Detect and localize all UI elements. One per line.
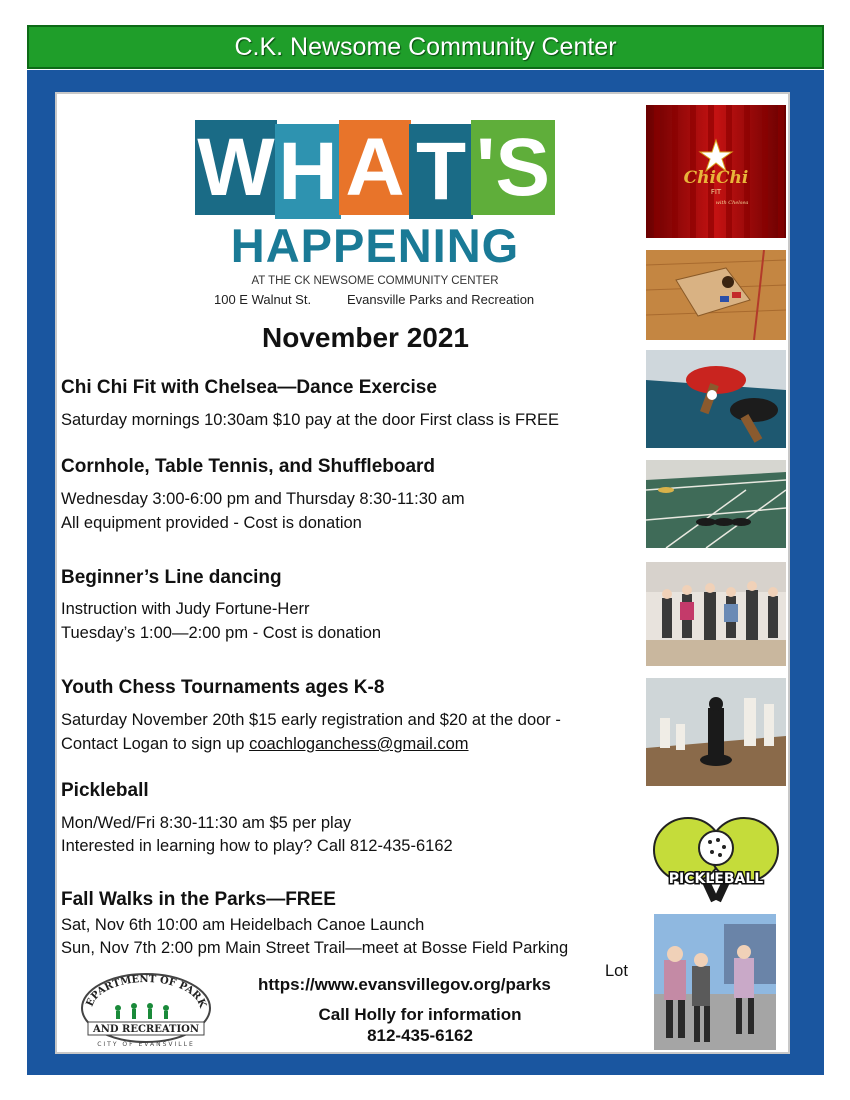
whats-happening-logo xyxy=(195,120,555,310)
contact-info xyxy=(310,1004,530,1046)
phone-number: 812-435-6162 xyxy=(367,1026,473,1045)
event-title-chichi: Chi Chi Fit with Chelsea—Dance Exercise xyxy=(61,377,437,398)
event-title-cornhole: Cornhole, Table Tennis, and Shuffleboard xyxy=(61,456,436,477)
parks-website-link[interactable]: https://www.evansvillegov.org/parks xyxy=(258,975,551,994)
logo-tile-a: A xyxy=(339,120,411,215)
chess-image xyxy=(646,678,786,786)
event-title-chess: Youth Chess Tournaments ages K-8 xyxy=(61,677,385,698)
logo-subtitle: AT THE CK NEWSOME COMMUNITY CENTER xyxy=(251,275,499,287)
logo-tile-w: W xyxy=(195,120,277,215)
event-title-pickleball: Pickleball xyxy=(61,780,149,801)
event-line: Tuesday’s 1:00—2:00 pm - Cost is donation xyxy=(61,624,382,642)
chess-email-link[interactable]: coachloganchess@gmail.com xyxy=(249,735,469,753)
center-title: C.K. Newsome Community Center xyxy=(234,32,617,61)
center-banner xyxy=(27,25,824,69)
logo-tile-h: H xyxy=(275,124,341,219)
pickleball-image xyxy=(646,810,786,906)
chichi-script: with Chelsea xyxy=(715,200,749,206)
seal-bottom-text: AND RECREATION xyxy=(92,1024,200,1035)
chichi-sub: FIT xyxy=(710,188,722,196)
seal-city: CITY OF EVANSVILLE xyxy=(97,1041,195,1048)
logo-tile-s: 'S xyxy=(471,120,555,215)
parks-department-seal xyxy=(78,970,214,1048)
shuffleboard-image xyxy=(646,460,786,548)
seal-top-text: EPARTMENT OF PARK xyxy=(84,973,208,1010)
chichi-brand: ChiChi xyxy=(683,168,749,188)
event-title-fall-walks: Fall Walks in the Parks—FREE xyxy=(61,889,336,910)
event-line: All equipment provided - Cost is donation xyxy=(61,514,362,532)
cornhole-image xyxy=(646,250,786,340)
event-line xyxy=(61,735,469,754)
chichi-fit-image xyxy=(646,105,786,238)
happening-word: HAPPENING xyxy=(230,219,520,272)
event-line: Wednesday 3:00-6:00 pm and Thursday 8:30-11:30 am xyxy=(61,490,465,508)
call-holly-text: Call Holly for information xyxy=(318,1005,522,1024)
event-line: Instruction with Judy Fortune-Herr xyxy=(61,600,310,618)
event-line: Sat, Nov 6th 10:00 am Heidelbach Canoe Launch xyxy=(61,916,425,934)
month-heading: November 2021 xyxy=(262,322,470,353)
organization: Evansville Parks and Recreation xyxy=(347,292,535,307)
event-line: Interested in learning how to play? Call 812-435-6162 xyxy=(61,837,453,855)
event-line-text: Contact Logan to sign up xyxy=(61,735,250,753)
event-line: Saturday mornings 10:30am $10 pay at the door First class is FREE xyxy=(61,411,559,429)
event-line: Sun, Nov 7th 2:00 pm Main Street Trail—meet at Bosse Field Parking xyxy=(61,939,569,957)
event-line: Lot xyxy=(605,962,628,980)
event-title-line-dancing: Beginner’s Line dancing xyxy=(61,567,282,588)
address: 100 E Walnut St. xyxy=(214,292,312,307)
table-tennis-image xyxy=(646,350,786,448)
fall-walks-photo xyxy=(654,914,776,1050)
logo-tile-t: T xyxy=(409,124,473,219)
event-line: Saturday November 20th $15 early registration and $20 at the door - xyxy=(61,711,561,729)
pickleball-label: PICKLEBALL xyxy=(668,871,764,887)
line-dancing-image xyxy=(646,562,786,666)
event-line: Mon/Wed/Fri 8:30-11:30 am $5 per play xyxy=(61,814,352,832)
